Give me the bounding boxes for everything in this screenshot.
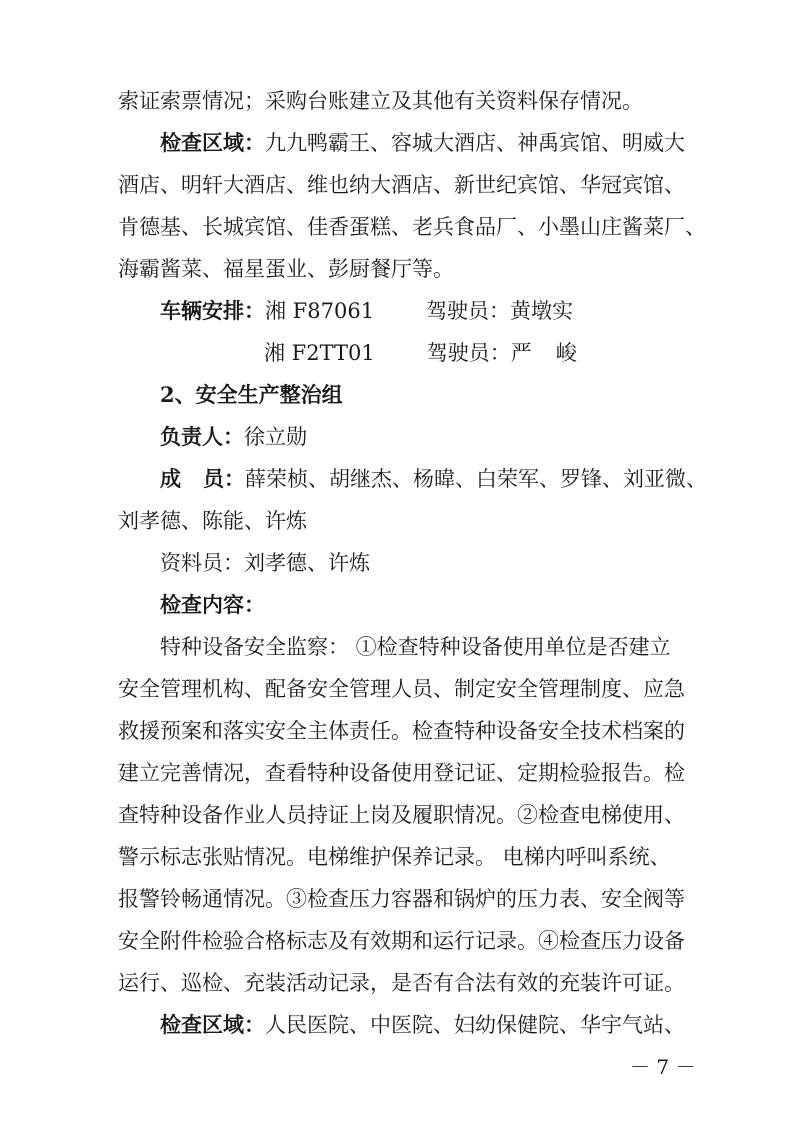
inspection-content-heading: 检查内容： bbox=[160, 592, 265, 617]
text-line-18: 查特种设备作业人员持证上岗及履职情况。②检查电梯使用、 bbox=[118, 803, 685, 827]
text-line-10: 成 员：薛荣桢、胡继杰、杨暐、白荣军、罗锋、刘亚微、 bbox=[160, 466, 707, 491]
vehicle-label: 车辆安排： bbox=[160, 298, 265, 323]
text-line-11: 刘孝德、陈能、许炼 bbox=[118, 509, 307, 533]
text-line-21: 安全附件检验合格标志及有效期和运行记录。④检查压力设备 bbox=[118, 929, 685, 953]
text-line-7: 湘 F2TT01 驾驶员：严 峻 bbox=[264, 341, 577, 365]
text-line-2: 检查区域：九九鸭霸王、容城大酒店、神禹宾馆、明威大 bbox=[160, 130, 685, 155]
text-line-9: 负责人：徐立勋 bbox=[160, 424, 307, 449]
members-label: 成 员： bbox=[160, 466, 245, 491]
text-line-23: 检查区域：人民医院、中医院、妇幼保健院、华宇气站、 bbox=[160, 1012, 685, 1037]
text-line-16: 救援预案和落实安全主体责任。检查特种设备安全技术档案的 bbox=[118, 719, 685, 743]
text-line-3: 酒店、明轩大酒店、维也纳大酒店、新世纪宾馆、华冠宾馆、 bbox=[118, 173, 685, 197]
subsection-heading: 2、安全生产整治组 bbox=[160, 382, 343, 407]
text-line-1: 索证索票情况；采购台账建立及其他有关资料保存情况。 bbox=[118, 89, 643, 113]
text-line-6: 车辆安排：湘 F87061 驾驶员：黄墩实 bbox=[160, 298, 574, 323]
text-line-20: 报警铃畅通情况。③检查压力容器和锅炉的压力表、安全阀等 bbox=[118, 887, 685, 911]
leader-label: 负责人： bbox=[160, 424, 244, 449]
section-label-2: 检查区域： bbox=[160, 1012, 265, 1037]
section-label: 检查区域： bbox=[160, 130, 265, 155]
text-line-4: 肯德基、长城宾馆、佳香蛋糕、老兵食品厂、小墨山庄酱菜厂、 bbox=[118, 215, 706, 239]
text-line-17: 建立完善情况，查看特种设备使用登记证、定期检验报告。检 bbox=[118, 761, 685, 785]
page-number: － 7 － bbox=[630, 1055, 696, 1079]
text-line-5: 海霸酱菜、福星蛋业、彭厨餐厅等。 bbox=[118, 257, 454, 281]
text-line-22: 运行、巡检、充装活动记录，是否有合法有效的充装许可证。 bbox=[118, 971, 685, 995]
text-line-12: 资料员：刘孝德、许炼 bbox=[160, 551, 370, 575]
text-line-15: 安全管理机构、配备安全管理人员、制定安全管理制度、应急 bbox=[118, 677, 685, 701]
text-line-19: 警示标志张贴情况。电梯维护保养记录。 电梯内呼叫系统、 bbox=[118, 845, 671, 869]
text-line-14: 特种设备安全监察： ①检查特种设备使用单位是否建立 bbox=[160, 635, 671, 659]
